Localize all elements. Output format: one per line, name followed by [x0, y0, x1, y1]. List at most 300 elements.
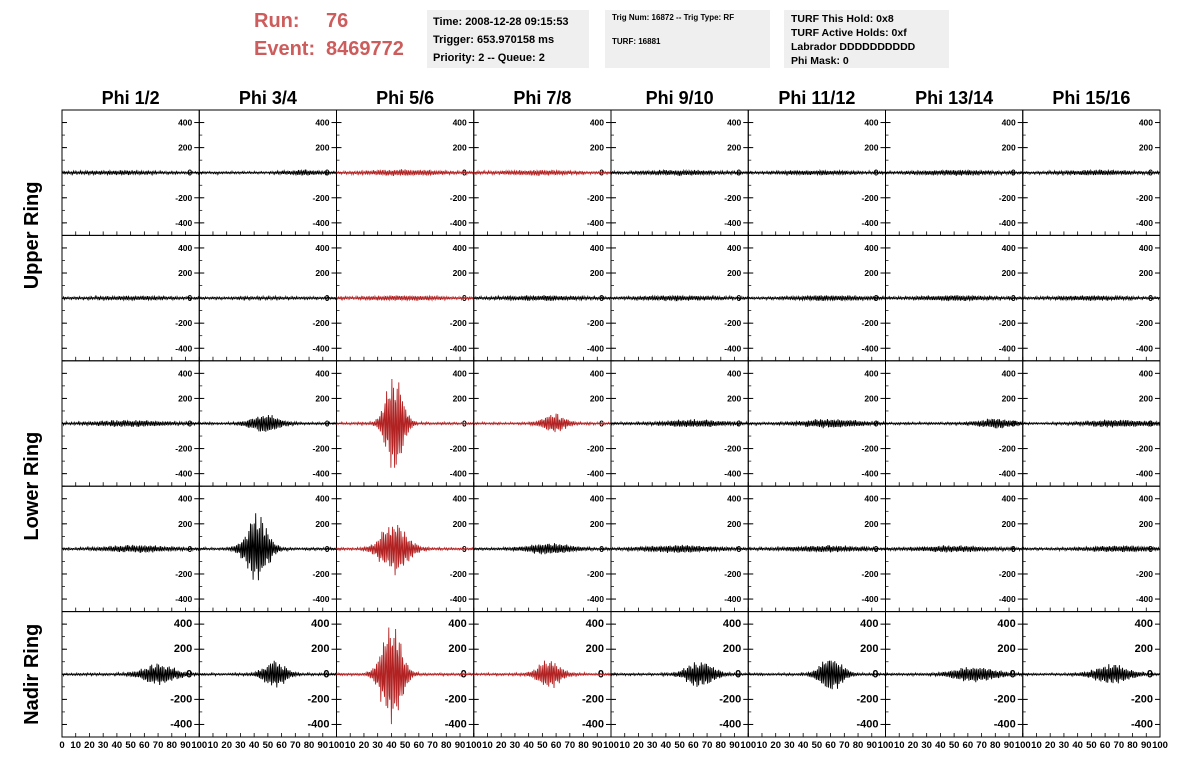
y-tick-label: 400 — [864, 493, 879, 504]
y-tick-label: -400 — [724, 343, 742, 354]
waveform-trace — [62, 170, 199, 175]
y-tick-label: 400 — [589, 368, 604, 379]
y-tick-label: -400 — [312, 468, 330, 479]
run-label: Run: — [254, 10, 300, 32]
y-tick-label: 400 — [178, 368, 193, 379]
y-tick-label: -200 — [175, 443, 193, 454]
x-tick-label: 50 — [537, 740, 548, 751]
x-tick-label: 90 — [317, 740, 329, 751]
y-tick-label: 0 — [873, 543, 879, 554]
waveform-trace — [474, 661, 611, 688]
y-tick-label: 200 — [452, 142, 467, 153]
waveform-trace — [748, 293, 885, 304]
x-tick-label: 80 — [166, 740, 178, 751]
y-tick-label: 200 — [860, 643, 879, 656]
y-tick-label: 200 — [585, 643, 604, 656]
y-tick-label: -200 — [449, 568, 467, 579]
x-tick-label: 70 — [839, 740, 850, 751]
x-tick-label: 20 — [84, 740, 95, 751]
labrador-text: Labrador DDDDDDDDDD — [791, 41, 916, 53]
y-tick-label: 400 — [727, 117, 742, 128]
y-tick-label: -400 — [175, 468, 193, 479]
y-tick-label: 0 — [736, 543, 742, 554]
y-tick-label: -400 — [861, 343, 879, 354]
x-tick-label: 100 — [877, 740, 894, 751]
column-header: Phi 15/16 — [1052, 88, 1131, 108]
y-tick-label: 0 — [597, 668, 604, 681]
y-tick-label: -200 — [175, 192, 193, 203]
x-tick-label: 20 — [1044, 740, 1056, 751]
x-tick-label: 80 — [715, 740, 727, 751]
x-tick-label: 90 — [866, 740, 878, 751]
waveform-trace — [1023, 167, 1160, 178]
waveform-trace — [337, 169, 474, 176]
y-tick-label: -400 — [175, 343, 193, 354]
x-tick-label: 0 — [59, 740, 65, 751]
y-tick-label: -200 — [312, 192, 330, 203]
y-tick-label: 400 — [452, 117, 467, 128]
y-tick-label: 200 — [864, 518, 879, 529]
x-tick-label: 90 — [591, 740, 603, 751]
x-tick-label: 40 — [248, 740, 260, 751]
x-tick-label: 20 — [633, 740, 644, 751]
y-tick-label: 400 — [178, 242, 193, 253]
x-tick-label: 80 — [990, 740, 1001, 751]
y-tick-label: -400 — [724, 468, 742, 479]
y-tick-label: -400 — [719, 718, 742, 731]
waveform-trace — [611, 419, 748, 427]
y-tick-label: 200 — [589, 142, 604, 153]
y-tick-label: 200 — [1138, 268, 1153, 279]
y-tick-label: -400 — [586, 468, 604, 479]
column-header: Phi 1/2 — [101, 88, 160, 108]
x-tick-label: 60 — [962, 740, 974, 751]
x-tick-label: 50 — [125, 740, 136, 751]
y-tick-label: 0 — [599, 543, 604, 554]
x-tick-label: 50 — [948, 740, 960, 751]
y-tick-label: 0 — [1011, 167, 1016, 178]
x-tick-label: 70 — [1113, 740, 1125, 751]
x-tick-label: 10 — [619, 740, 631, 751]
y-tick-label: 0 — [1009, 668, 1016, 681]
x-tick-label: 30 — [235, 740, 246, 751]
waveform-trace — [62, 545, 199, 553]
x-tick-label: 100 — [603, 740, 619, 751]
y-tick-label: -400 — [307, 718, 330, 731]
waveform-trace — [337, 379, 474, 468]
y-tick-label: 200 — [1138, 393, 1153, 404]
y-tick-label: -400 — [1135, 343, 1153, 354]
x-tick-label: 70 — [290, 740, 301, 751]
y-tick-label: -400 — [998, 343, 1016, 354]
waveform-trace — [62, 664, 199, 685]
waveform-trace — [748, 171, 885, 176]
x-tick-label: 60 — [276, 740, 287, 751]
y-tick-label: 400 — [1138, 493, 1153, 504]
waveform-trace — [886, 293, 1023, 304]
y-tick-label: 400 — [452, 242, 467, 253]
y-tick-label: 400 — [448, 618, 467, 631]
x-tick-label: 90 — [1140, 740, 1152, 751]
x-tick-label: 100 — [328, 740, 345, 751]
waveform-trace — [474, 293, 611, 304]
y-tick-label: 200 — [448, 643, 467, 656]
y-tick-label: -400 — [861, 468, 879, 479]
y-tick-label: 200 — [452, 393, 467, 404]
y-tick-label: -400 — [586, 217, 604, 228]
y-tick-label: 0 — [187, 543, 193, 554]
x-tick-label: 70 — [564, 740, 576, 751]
y-tick-label: 0 — [736, 418, 742, 429]
waveform-trace — [337, 296, 474, 301]
x-tick-label: 30 — [1058, 740, 1070, 751]
y-tick-label: -400 — [998, 217, 1016, 228]
y-tick-label: 200 — [727, 268, 742, 279]
x-tick-label: 90 — [729, 740, 740, 751]
priority-text: Priority: 2 -- Queue: 2 — [433, 52, 545, 64]
turf-active-text: TURF Active Holds: 0xf — [791, 27, 907, 39]
waveform-trace — [886, 167, 1023, 178]
y-tick-label: 200 — [1001, 518, 1016, 529]
phi-mask-text: Phi Mask: 0 — [791, 55, 849, 67]
y-tick-label: 0 — [462, 167, 467, 178]
y-tick-label: 400 — [1138, 368, 1153, 379]
y-tick-label: 200 — [1138, 518, 1153, 529]
x-tick-label: 30 — [921, 740, 932, 751]
x-tick-label: 70 — [701, 740, 713, 751]
y-tick-label: -200 — [449, 443, 467, 454]
waveform-trace — [886, 419, 1023, 429]
x-tick-label: 40 — [935, 740, 946, 751]
y-tick-label: 200 — [315, 518, 330, 529]
x-tick-label: 80 — [303, 740, 315, 751]
x-tick-label: 80 — [441, 740, 452, 751]
y-tick-label: -200 — [719, 693, 742, 706]
y-tick-label: -400 — [449, 217, 467, 228]
column-header: Phi 11/12 — [778, 88, 856, 108]
y-tick-label: -200 — [861, 318, 879, 329]
y-tick-label: -400 — [586, 594, 604, 605]
y-tick-label: 0 — [324, 293, 330, 304]
y-tick-label: -200 — [586, 318, 604, 329]
waveform-trace — [1023, 664, 1160, 683]
y-tick-label: 400 — [315, 117, 330, 128]
y-tick-label: -400 — [444, 718, 467, 731]
y-tick-label: 200 — [1001, 393, 1016, 404]
turf-text: TURF: 16881 — [612, 37, 661, 46]
x-tick-label: 80 — [578, 740, 589, 751]
y-tick-label: 0 — [872, 668, 879, 681]
y-tick-label: 400 — [1001, 368, 1016, 379]
ring-label: Lower Ring — [21, 431, 43, 541]
x-tick-label: 10 — [207, 740, 219, 751]
y-tick-label: 400 — [178, 493, 193, 504]
y-tick-label: -400 — [175, 217, 193, 228]
y-tick-label: -200 — [581, 693, 604, 706]
ring-label: Upper Ring — [21, 181, 43, 290]
y-tick-label: -200 — [170, 693, 193, 706]
y-tick-label: -200 — [1135, 568, 1153, 579]
y-tick-label: 200 — [864, 393, 879, 404]
y-tick-label: -400 — [1135, 468, 1153, 479]
x-tick-label: 100 — [465, 740, 482, 751]
x-tick-label: 60 — [1099, 740, 1111, 751]
y-tick-label: 400 — [727, 493, 742, 504]
y-tick-label: 0 — [599, 293, 604, 304]
x-tick-label: 20 — [770, 740, 781, 751]
waveform-trace — [199, 661, 336, 688]
x-tick-label: 50 — [1086, 740, 1097, 751]
y-tick-label: 0 — [324, 543, 330, 554]
y-tick-label: 200 — [315, 393, 330, 404]
y-tick-label: -200 — [998, 192, 1016, 203]
y-tick-label: 200 — [315, 268, 330, 279]
y-tick-label: 200 — [311, 643, 330, 656]
y-tick-label: 0 — [1011, 293, 1016, 304]
y-tick-label: 200 — [589, 268, 604, 279]
y-tick-label: -200 — [586, 192, 604, 203]
y-tick-label: -200 — [444, 693, 467, 706]
event-label: Event: — [254, 38, 316, 60]
y-tick-label: 400 — [589, 493, 604, 504]
x-tick-label: 10 — [1031, 740, 1042, 751]
y-tick-label: 400 — [864, 368, 879, 379]
y-tick-label: 400 — [173, 618, 193, 631]
x-tick-label: 100 — [191, 740, 208, 751]
y-tick-label: -200 — [724, 443, 742, 454]
y-tick-label: 200 — [864, 142, 879, 153]
y-tick-label: 0 — [460, 668, 467, 681]
x-tick-label: 70 — [976, 740, 987, 751]
y-tick-label: 0 — [1011, 543, 1016, 554]
y-tick-label: 0 — [735, 668, 742, 681]
x-tick-label: 50 — [399, 740, 411, 751]
y-tick-label: 200 — [1134, 643, 1153, 656]
y-tick-label: -400 — [724, 217, 742, 228]
y-tick-label: 200 — [727, 142, 742, 153]
x-tick-label: 80 — [1127, 740, 1138, 751]
y-tick-label: 0 — [873, 418, 879, 429]
y-tick-label: -400 — [175, 594, 193, 605]
trig-text: Trig Num: 16872 -- Trig Type: RF — [612, 13, 735, 22]
y-tick-label: 400 — [860, 618, 879, 631]
y-tick-label: -200 — [1135, 318, 1153, 329]
y-tick-label: -400 — [312, 217, 330, 228]
waveform-trace — [611, 167, 748, 178]
x-tick-label: 100 — [1014, 740, 1031, 751]
y-tick-label: -400 — [581, 718, 604, 731]
y-tick-label: 0 — [1146, 668, 1153, 681]
y-tick-label: 400 — [315, 368, 330, 379]
x-tick-label: 30 — [784, 740, 795, 751]
x-tick-label: 60 — [413, 740, 425, 751]
y-tick-label: 400 — [178, 117, 193, 128]
y-tick-label: -400 — [170, 718, 193, 731]
x-tick-label: 70 — [152, 740, 164, 751]
waveform-trace — [748, 545, 885, 552]
y-tick-label: -400 — [861, 217, 879, 228]
x-tick-label: 100 — [740, 740, 757, 751]
ring-label: Nadir Ring — [21, 623, 43, 725]
y-tick-label: 400 — [1001, 493, 1016, 504]
x-tick-label: 50 — [811, 740, 823, 751]
y-tick-label: 200 — [727, 393, 742, 404]
x-tick-label: 90 — [1003, 740, 1015, 751]
waveform-trace — [62, 296, 199, 301]
y-tick-label: -400 — [1130, 718, 1153, 731]
y-tick-label: -200 — [724, 568, 742, 579]
y-tick-label: 0 — [736, 167, 742, 178]
y-tick-label: 200 — [452, 268, 467, 279]
y-tick-label: -200 — [861, 443, 879, 454]
y-tick-label: 0 — [324, 167, 330, 178]
waveform-trace — [474, 167, 611, 178]
trigger-text: Trigger: 653.970158 ms — [433, 34, 555, 46]
turf-hold-text: TURF This Hold: 0x8 — [791, 13, 894, 25]
waveform-trace — [337, 628, 474, 725]
run-value: 76 — [326, 10, 349, 32]
y-tick-label: 200 — [452, 518, 467, 529]
y-tick-label: 200 — [173, 643, 193, 656]
y-tick-label: -400 — [1135, 217, 1153, 228]
y-tick-label: -200 — [586, 443, 604, 454]
x-tick-label: 20 — [221, 740, 232, 751]
y-tick-label: 200 — [722, 643, 742, 656]
y-tick-label: 200 — [315, 142, 330, 153]
y-tick-label: 400 — [1138, 242, 1153, 253]
y-tick-label: 400 — [315, 242, 330, 253]
y-tick-label: -200 — [861, 568, 879, 579]
y-tick-label: 200 — [1001, 268, 1016, 279]
y-tick-label: 0 — [462, 543, 467, 554]
y-tick-label: 400 — [452, 368, 467, 379]
event-value: 8469772 — [326, 38, 404, 60]
x-tick-label: 60 — [825, 740, 836, 751]
y-tick-label: 0 — [1011, 418, 1016, 429]
y-tick-label: 200 — [727, 518, 742, 529]
y-tick-label: 0 — [324, 418, 330, 429]
x-tick-label: 10 — [482, 740, 493, 751]
y-tick-label: 0 — [1148, 543, 1153, 554]
x-tick-label: 20 — [907, 740, 919, 751]
y-tick-label: 0 — [736, 293, 742, 304]
y-tick-label: 200 — [589, 518, 604, 529]
x-tick-label: 30 — [97, 740, 109, 751]
x-tick-label: 10 — [893, 740, 905, 751]
y-tick-label: 200 — [178, 142, 193, 153]
waveform-trace — [611, 545, 748, 553]
y-tick-label: -200 — [724, 318, 742, 329]
y-tick-label: 400 — [727, 368, 742, 379]
y-tick-label: 400 — [452, 493, 467, 504]
x-tick-label: 60 — [139, 740, 150, 751]
y-tick-label: -200 — [307, 693, 330, 706]
y-tick-label: 200 — [1001, 142, 1016, 153]
y-tick-label: -200 — [856, 693, 879, 706]
y-tick-label: -200 — [1135, 192, 1153, 203]
waveform-trace — [886, 667, 1023, 682]
y-tick-label: -200 — [998, 443, 1016, 454]
y-tick-label: 400 — [722, 618, 742, 631]
y-tick-label: -200 — [312, 568, 330, 579]
y-tick-label: 0 — [599, 418, 604, 429]
y-tick-label: 400 — [589, 242, 604, 253]
waveform-trace — [611, 296, 748, 302]
y-tick-label: 0 — [187, 167, 193, 178]
y-tick-label: -400 — [1135, 594, 1153, 605]
y-tick-label: -200 — [998, 318, 1016, 329]
y-tick-label: 200 — [589, 393, 604, 404]
x-tick-label: 40 — [660, 740, 672, 751]
y-tick-label: -200 — [175, 568, 193, 579]
y-tick-label: -400 — [449, 343, 467, 354]
waveform-trace — [886, 545, 1023, 552]
y-tick-label: 400 — [997, 618, 1016, 631]
y-tick-label: 0 — [187, 293, 193, 304]
column-header: Phi 5/6 — [376, 88, 435, 108]
y-tick-label: -200 — [449, 192, 467, 203]
y-tick-label: 200 — [1138, 142, 1153, 153]
x-tick-label: 40 — [111, 740, 123, 751]
x-tick-label: 40 — [523, 740, 534, 751]
y-tick-label: 200 — [178, 393, 193, 404]
x-tick-label: 40 — [386, 740, 397, 751]
x-tick-label: 50 — [674, 740, 685, 751]
column-header: Phi 3/4 — [238, 88, 297, 108]
y-tick-label: -200 — [586, 568, 604, 579]
waveform-trace — [474, 543, 611, 554]
x-tick-label: 80 — [852, 740, 864, 751]
x-tick-label: 70 — [427, 740, 438, 751]
y-tick-label: 0 — [873, 293, 879, 304]
x-tick-label: 50 — [262, 740, 274, 751]
y-tick-label: 0 — [186, 668, 193, 681]
x-tick-label: 30 — [509, 740, 521, 751]
y-tick-label: -200 — [312, 318, 330, 329]
y-tick-label: 200 — [178, 268, 193, 279]
x-tick-label: 90 — [180, 740, 191, 751]
x-tick-label: 40 — [797, 740, 809, 751]
y-tick-label: 0 — [1148, 167, 1153, 178]
x-tick-label: 30 — [646, 740, 658, 751]
y-tick-label: -400 — [993, 718, 1016, 731]
y-tick-label: 0 — [599, 167, 604, 178]
y-tick-label: 0 — [462, 418, 467, 429]
waveform-trace — [748, 419, 885, 428]
y-tick-label: 0 — [462, 293, 467, 304]
x-tick-label: 10 — [344, 740, 356, 751]
y-tick-label: 0 — [187, 418, 193, 429]
waveform-trace — [1023, 296, 1160, 301]
y-tick-label: -200 — [998, 568, 1016, 579]
y-tick-label: -400 — [449, 594, 467, 605]
x-tick-label: 60 — [550, 740, 562, 751]
x-tick-label: 40 — [1072, 740, 1083, 751]
y-tick-label: -200 — [175, 318, 193, 329]
y-tick-label: 400 — [589, 117, 604, 128]
y-tick-label: -400 — [856, 718, 879, 731]
waveform-trace — [199, 167, 336, 178]
y-tick-label: 200 — [864, 268, 879, 279]
y-tick-label: -400 — [724, 594, 742, 605]
x-tick-label: 10 — [70, 740, 82, 751]
x-tick-label: 10 — [756, 740, 768, 751]
waveform-trace — [199, 296, 336, 299]
y-tick-label: 400 — [1001, 242, 1016, 253]
y-tick-label: -400 — [586, 343, 604, 354]
waveform-trace — [748, 661, 885, 690]
y-tick-label: -200 — [993, 693, 1016, 706]
